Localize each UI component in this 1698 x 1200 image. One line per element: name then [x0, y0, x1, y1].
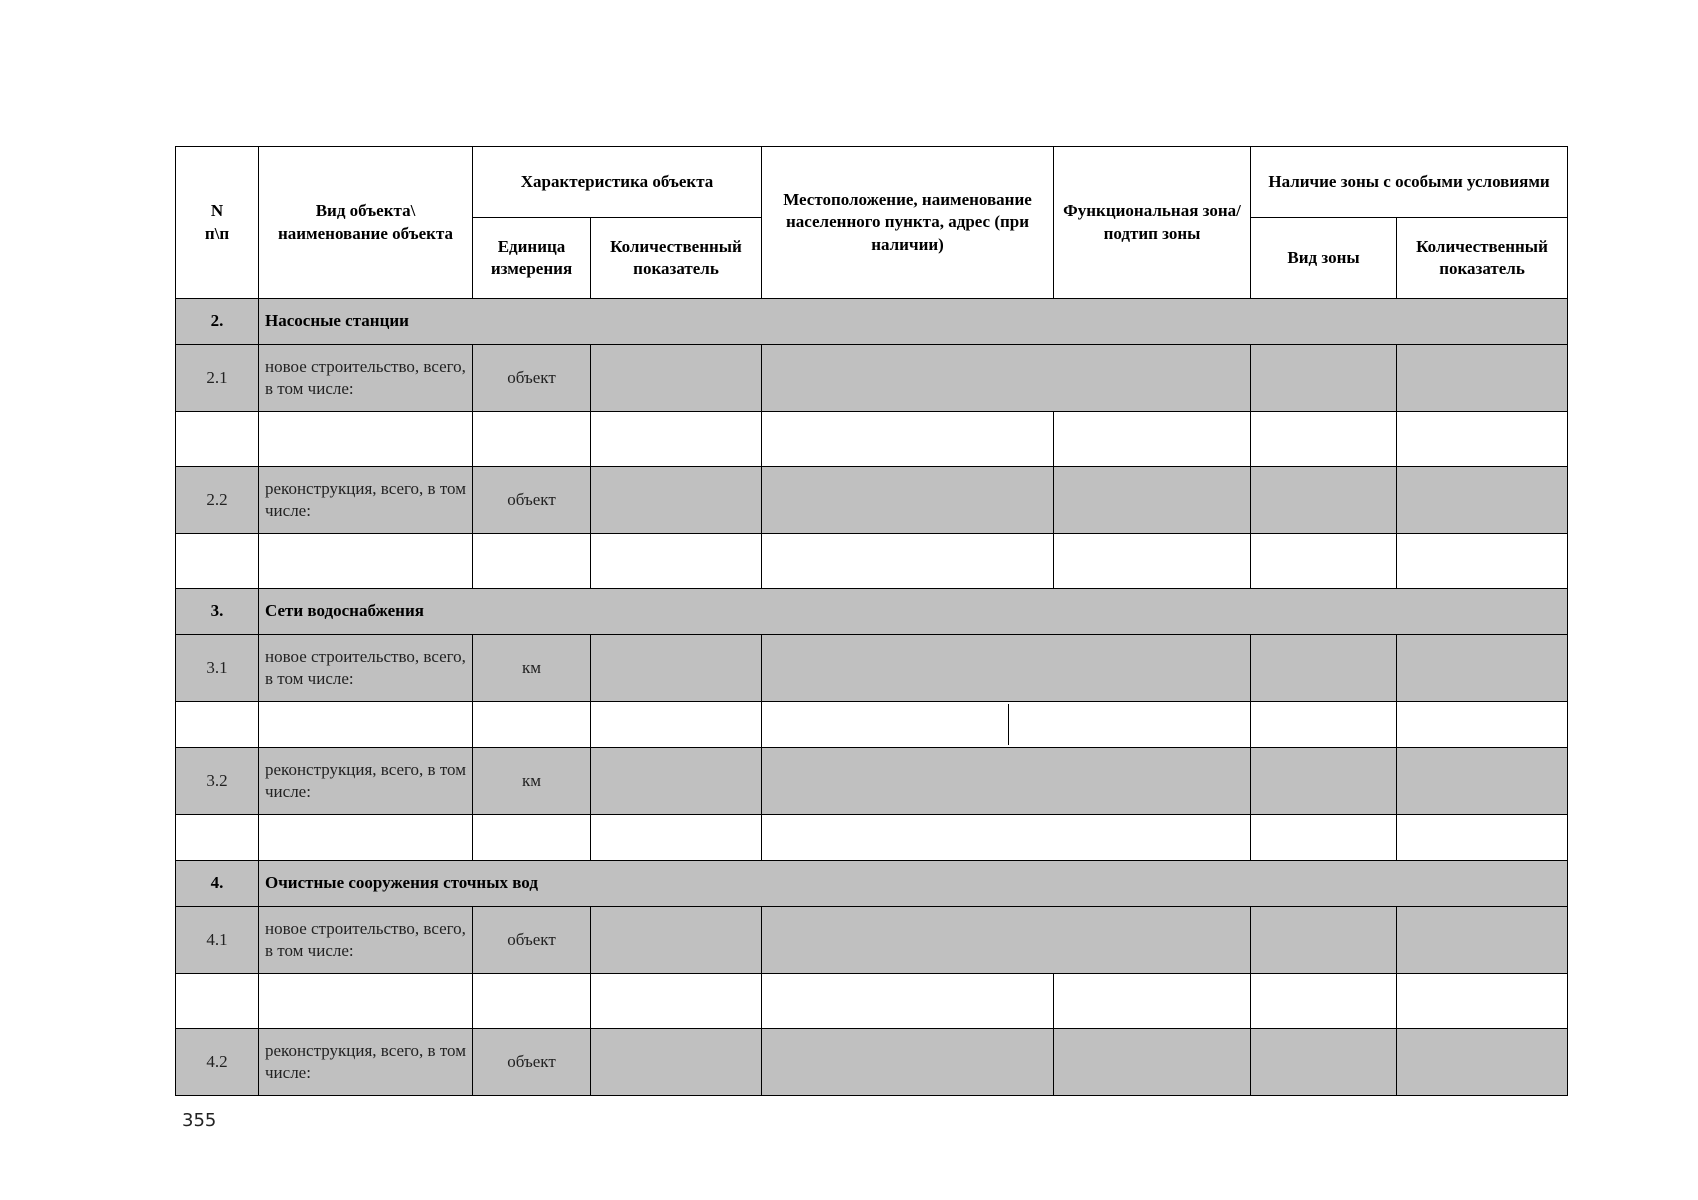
row-number: 2.2	[176, 467, 259, 534]
row-quantity	[591, 907, 762, 974]
header-characteristic: Характеристика объекта	[473, 147, 762, 218]
row-unit: объект	[473, 907, 591, 974]
row-name: новое строительство, всего, в том числе:	[259, 635, 473, 702]
header-special-zone: Наличие зоны с особыми условиями	[1251, 147, 1568, 218]
header-quantity: Количественный показатель	[591, 218, 762, 299]
row-location-zone	[762, 345, 1251, 412]
row-name: реконструкция, всего, в том числе:	[259, 1029, 473, 1096]
table-row	[176, 345, 1568, 412]
row-quantity	[591, 1029, 762, 1096]
row-zone-quantity	[1397, 1029, 1568, 1096]
row-number: 4.2	[176, 1029, 259, 1096]
header-zone-quantity: Количественный показатель	[1397, 218, 1568, 299]
row-unit: объект	[473, 345, 591, 412]
row-number: 3.1	[176, 635, 259, 702]
section-row	[176, 589, 1568, 635]
row-zone-quantity	[1397, 467, 1568, 534]
section-number: 3.	[176, 589, 259, 635]
row-name: реконструкция, всего, в том числе:	[259, 467, 473, 534]
section-row	[176, 299, 1568, 345]
header-unit: Единица измерения	[473, 218, 591, 299]
row-location	[762, 467, 1054, 534]
table-row	[176, 412, 1568, 467]
row-zone-quantity	[1397, 748, 1568, 815]
section-title: Насосные станции	[259, 299, 1568, 345]
row-number: 3.2	[176, 748, 259, 815]
section-number: 4.	[176, 861, 259, 907]
section-number: 2.	[176, 299, 259, 345]
row-unit: км	[473, 748, 591, 815]
row-location-zone	[762, 907, 1251, 974]
row-quantity	[591, 345, 762, 412]
row-zone-quantity	[1397, 635, 1568, 702]
section-title: Очистные сооружения сточных вод	[259, 861, 1568, 907]
header-num: N п\п	[176, 147, 259, 299]
table-row	[176, 467, 1568, 534]
row-zone-type	[1251, 748, 1397, 815]
table-row	[176, 635, 1568, 702]
row-number: 2.1	[176, 345, 259, 412]
row-unit: объект	[473, 1029, 591, 1096]
row-unit: км	[473, 635, 591, 702]
header-object-type: Вид объекта\ наименование объекта	[259, 147, 473, 299]
page-number: 355	[182, 1110, 217, 1131]
row-zone-type	[1251, 345, 1397, 412]
table-row	[176, 534, 1568, 589]
row-unit: объект	[473, 467, 591, 534]
row-quantity	[591, 635, 762, 702]
header-location: Местоположение, наименование населенного пункта, адрес (при наличии)	[762, 147, 1054, 299]
row-location-zone	[762, 635, 1251, 702]
section-title: Сети водоснабжения	[259, 589, 1568, 635]
row-name: новое строительство, всего, в том числе:	[259, 907, 473, 974]
row-zone-type	[1251, 907, 1397, 974]
table-row	[176, 974, 1568, 1029]
row-quantity	[591, 467, 762, 534]
row-location	[762, 1029, 1054, 1096]
table-row	[176, 815, 1568, 861]
objects-table	[175, 146, 1568, 1096]
row-quantity	[591, 748, 762, 815]
table-row	[176, 748, 1568, 815]
row-zone-type	[1251, 635, 1397, 702]
row-name: реконструкция, всего, в том числе:	[259, 748, 473, 815]
row-location-zone	[762, 748, 1251, 815]
table-row	[176, 702, 1568, 748]
table-row	[176, 907, 1568, 974]
row-zone	[1054, 1029, 1251, 1096]
row-zone-type	[1251, 1029, 1397, 1096]
section-row	[176, 861, 1568, 907]
table-row	[176, 1029, 1568, 1096]
row-zone	[1054, 467, 1251, 534]
row-name: новое строительство, всего, в том числе:	[259, 345, 473, 412]
header-zone-type: Вид зоны	[1251, 218, 1397, 299]
row-zone-type	[1251, 467, 1397, 534]
row-zone-quantity	[1397, 345, 1568, 412]
header-functional-zone: Функциональная зона/ подтип зоны	[1054, 147, 1251, 299]
row-number: 4.1	[176, 907, 259, 974]
row-zone-quantity	[1397, 907, 1568, 974]
